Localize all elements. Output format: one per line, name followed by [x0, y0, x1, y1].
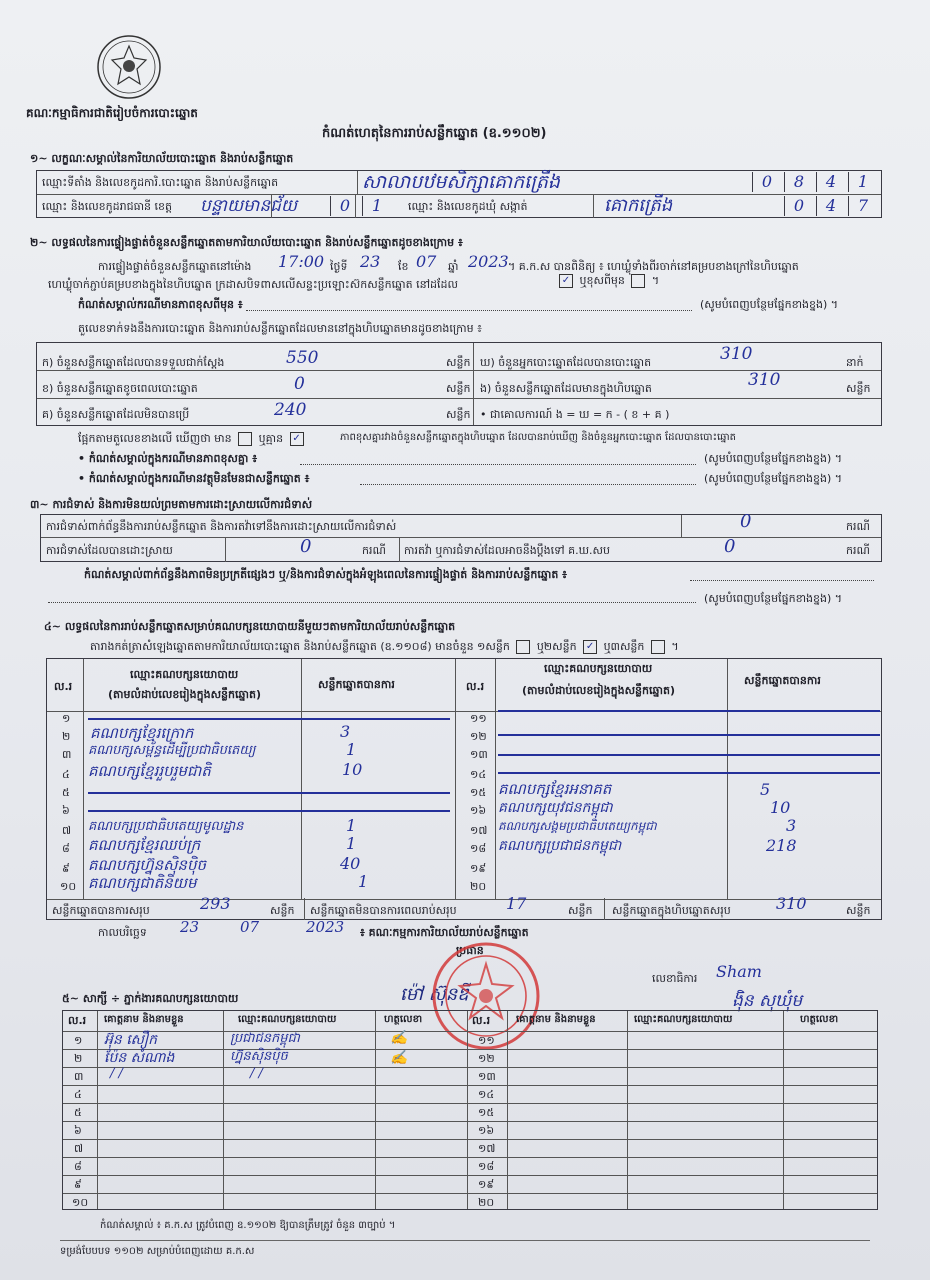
objection-r3-label: ការតវ៉ា ឬការជំទាស់ដែលអាចនឹងប្តឹងទៅ គ.ឃ.សប	[404, 544, 611, 557]
w-col-no-left: ល.រ	[68, 1014, 87, 1027]
objection-r3-value[interactable]: 0	[724, 536, 736, 557]
row-strike	[498, 772, 880, 774]
col-party-sub-left: (តាមលំដាប់លេខរៀងក្នុងសន្លឹកឆ្នោត)	[108, 688, 261, 701]
w-row-name[interactable]: ប៉ែន សំណាង	[104, 1050, 175, 1066]
footer-divider	[60, 1240, 870, 1241]
tally-intro-row: តារាងកត់ត្រាសំឡេងឆ្នោតតាមការិយាល័យបោះឆ្នោត និងរាប់សន្លឹកឆ្នោត (ឧ.១១០៨) មានចំនួន ១សន្លឹក ឬ២សន្លឹក ✓ ឬ៣សន្លឹក ។	[90, 640, 679, 653]
w-row-no: ១៩	[478, 1178, 495, 1191]
witness-table	[62, 1010, 878, 1210]
row-no: ១៧	[470, 824, 488, 837]
w-row-no: ១២	[478, 1052, 495, 1065]
col-votes-left: សន្លឹកឆ្នោតបានការ	[318, 678, 395, 691]
fig-c-value[interactable]: 240	[274, 400, 307, 420]
w-row-no: ៨	[74, 1160, 82, 1173]
verify-text-2: ។ គ.ក.ស បានពិនិត្យ ៖ ហេឃ្លុំទាំងពីរចាក់នៅគម្របខាងក្រៅនៃហិបឆ្នោត	[508, 260, 799, 273]
day-label: ថ្ងៃទី	[330, 260, 348, 273]
row-strike	[498, 754, 880, 756]
secretary-name: ង៉ិន សុឃុំម	[732, 991, 803, 1011]
w-col-no-right: ល.រ	[472, 1014, 491, 1027]
w-row-no: ១៤	[478, 1088, 495, 1101]
row-votes[interactable]: 3	[786, 816, 797, 835]
w-row-no: ១៥	[478, 1106, 495, 1119]
fill-hint-3: (សូមបំពេញបន្ថែមផ្នែកខាងខ្នង) ។	[704, 472, 843, 485]
fig-a-value[interactable]: 550	[286, 348, 319, 368]
seal-text: ហេឃ្លុំចាក់ភ្ជាប់គម្របខាងក្នុងនៃហិបឆ្នោត ក្រដាសបិទពាសលើសន្ទះប្រឡោះស៊កសន្លឹកឆ្នោត នៅដដែល	[48, 278, 458, 291]
check-row	[78, 432, 307, 446]
row-votes[interactable]: 5	[760, 780, 771, 799]
has-diff-checkbox[interactable]	[238, 432, 252, 446]
row-no: ៩	[62, 862, 70, 875]
sum-invalid-unit: សន្លឹក	[568, 904, 593, 917]
w-col-name-left: គោត្តនាម និងនាមខ្លួន	[104, 1014, 184, 1025]
no-diff-checkbox[interactable]: ✓	[290, 432, 304, 446]
row-no: ១១	[470, 712, 487, 725]
figures-intro: តួលេខទាក់ទងនឹងការបោះឆ្នោត និងការរាប់សន្លឹកឆ្នោតដែលមាននៅក្នុងហិបឆ្នោតមានដូចខាងក្រោម ៖	[78, 322, 482, 335]
fill-hint-2: (សូមបំពេញបន្ថែមផ្នែកខាងខ្នង) ។	[704, 452, 843, 465]
row-no: ១៦	[470, 804, 487, 817]
row-strike	[88, 810, 450, 812]
w-row-no: ១១	[478, 1034, 495, 1047]
row-party[interactable]: គណបក្សសង្គមប្រជាធិបតេយ្យកម្ពុជា	[498, 819, 657, 833]
diff-option-label: ឬខុសពីមុន	[579, 274, 625, 287]
date-month[interactable]: 07	[240, 918, 260, 936]
w-col-party-left: ឈ្មោះគណបក្សនយោបាយ	[238, 1014, 337, 1025]
w-row-no: ១០	[72, 1196, 89, 1209]
row-no: ១៨	[470, 842, 487, 855]
commune-code-digit[interactable]: 4	[816, 196, 845, 216]
row-party[interactable]: គណបក្សប្រជាធិបតេយ្យមូលដ្ឋាន	[88, 819, 244, 834]
row-votes[interactable]: 1	[346, 834, 357, 853]
one-sheet-checkbox[interactable]	[516, 640, 530, 654]
fill-hint: (សូមបំពេញបន្ថែមផ្នែកខាងខ្នង) ។	[700, 298, 839, 311]
note-b2: • កំណត់សម្គាល់ក្នុងករណីមានវត្ថុមិនមែនជាសន្លឹកឆ្នោត ៖	[78, 472, 310, 485]
col-no-right: ល.រ	[466, 680, 485, 693]
secretary-label: លេខាធិការ	[652, 972, 698, 985]
chair-label: ប្រធាន	[456, 944, 484, 957]
commune-code-digit[interactable]: 0	[784, 196, 813, 216]
row-strike	[88, 792, 450, 794]
month-label: ខែ	[398, 260, 409, 273]
date-day[interactable]: 23	[180, 918, 200, 936]
w-row-no: ១៧	[478, 1142, 496, 1155]
row-party[interactable]: គណបក្សខ្មែររួបរួមជាតិ	[88, 762, 211, 780]
same-checkbox[interactable]: ✓	[559, 274, 573, 288]
w-row-no: ៩	[74, 1178, 82, 1191]
sum-invalid-label: សន្លឹកឆ្នោតមិនបានការពេលរាប់សរុប	[310, 904, 457, 917]
w-row-no: ៥	[74, 1106, 82, 1119]
date-year[interactable]: 2023	[306, 918, 345, 936]
row-no: ១៣	[470, 748, 488, 761]
w-col-sig-right: ហត្ថលេខា	[800, 1014, 839, 1025]
w-row-no: ១៦	[478, 1124, 495, 1137]
section5-title: ៥~ សាក្សី ÷ ភ្នាក់ងារគណបក្សនយោបាយ	[62, 992, 239, 1005]
check-text: ផ្អែកតាមតួលេខខាងលើ ឃើញថា មាន	[78, 432, 232, 445]
w-row-sig[interactable]: ✍	[390, 1030, 408, 1046]
opt2-label: ឬ២សន្លឹក	[536, 640, 577, 653]
objection-r2-value[interactable]: 0	[300, 536, 312, 557]
sum-box-value[interactable]: 310	[776, 894, 807, 913]
col-party-right: ឈ្មោះគណបក្សនយោបាយ	[544, 662, 653, 675]
w-row-no: ២០	[478, 1196, 495, 1209]
fig-e-unit: សន្លឹក	[846, 382, 871, 395]
objection-r2-unit: ករណី	[362, 544, 386, 557]
committee-name: គណៈកម្មាធិការជាតិរៀបចំការបោះឆ្នោត	[26, 106, 198, 120]
commune-value[interactable]: គោកត្រើង	[604, 195, 673, 216]
objection-r1-unit: ករណី	[846, 520, 870, 533]
row-party[interactable]: គណបក្សហ្វ៊ុនស៊ិនប៉ិច	[88, 856, 206, 874]
objection-r1-label: ការជំទាស់ពាក់ព័ន្ធនឹងការរាប់សន្លឹកឆ្នោត និងការតវ៉ាទៅនឹងការដោះស្រាយលើការជំទាស់	[46, 520, 397, 533]
row-no: ១០	[60, 880, 77, 893]
sum-valid-value[interactable]: 293	[200, 894, 231, 913]
verify-year[interactable]: 2023	[468, 252, 509, 271]
chair-signature: ម៉ៅ ស៊ុនឌី	[400, 984, 469, 1005]
secretary-signature: Sham	[716, 962, 762, 981]
province-value[interactable]: បន្ទាយមានជ័យ	[200, 196, 298, 216]
verify-time[interactable]: 17:00	[278, 252, 325, 271]
fig-b-label: ខ) ចំនួនសន្លឹកឆ្នោតខូចពេលបោះឆ្នោត	[42, 382, 198, 395]
fig-d-unit: នាក់	[846, 356, 864, 369]
fig-b-unit: សន្លឹក	[446, 382, 471, 395]
fill-hint-4: (សូមបំពេញបន្ថែមផ្នែកខាងខ្នង) ។	[704, 592, 843, 605]
sum-box-label: សន្លឹកឆ្នោតក្នុងហិបឆ្នោតសរុប	[612, 904, 731, 917]
row-party[interactable]: គណបក្សខ្មែរឈប់ក្រ	[88, 836, 201, 854]
w-col-party-right: ឈ្មោះគណបក្សនយោបាយ	[634, 1014, 733, 1025]
verify-text-1: ការផ្ទៀងផ្ទាត់ចំនួនសន្លឹកឆ្នោតនៅម៉ោង	[98, 260, 252, 273]
objection-note-line-2[interactable]	[48, 602, 696, 603]
footnote: កំណត់សម្គាល់ ៖ គ.ក.ស ត្រូវបំពេញ ឧ.១១០២ ឱ្យបានត្រឹមត្រូវ ចំនួន ៣ច្បាប់ ។	[100, 1220, 396, 1231]
row-party[interactable]: គណបក្សសម្ព័ន្ធដើម្បីប្រជាធិបតេយ្យ	[88, 743, 256, 758]
note-diff-line[interactable]	[246, 310, 692, 311]
three-sheet-checkbox[interactable]	[651, 640, 665, 654]
station-code-digit[interactable]: 0	[752, 172, 781, 192]
row-no: ៤	[62, 768, 70, 781]
divider	[304, 898, 305, 920]
year-label: ឆ្នាំ	[448, 260, 459, 273]
fig-a-unit: សន្លឹក	[446, 356, 471, 369]
row-votes[interactable]: 218	[766, 836, 797, 855]
w-row-no: ៤	[74, 1088, 82, 1101]
note-b2-line[interactable]	[360, 484, 696, 485]
formula: • ជាគោលការណ៍ ង = ឃ = ក - ( ខ + គ )	[480, 408, 670, 421]
note-diff-label: កំណត់សម្គាល់ករណីមានភាពខុសពីមុន ៖	[78, 298, 243, 311]
row-no: ៨	[62, 842, 70, 855]
province-code-digit[interactable]: 1	[362, 196, 391, 216]
fig-c-label: គ) ចំនួនសន្លឹកឆ្នោតដែលមិនបានប្រើ	[42, 408, 190, 421]
w-row-no: ១៣	[478, 1070, 496, 1083]
w-row-party[interactable]: ហ្វ៊ុនស៊ិនប៉ិច	[230, 1049, 288, 1064]
station-code-digit[interactable]: 8	[784, 172, 813, 192]
diff-checkbox[interactable]	[631, 274, 645, 288]
sum-valid-label: សន្លឹកឆ្នោតបានការសរុប	[52, 904, 150, 917]
station-value[interactable]: សាលាបឋមសិក្សាគោកត្រើង	[362, 171, 560, 193]
two-sheet-checkbox[interactable]: ✓	[583, 640, 597, 654]
sum-valid-unit: សន្លឹក	[270, 904, 295, 917]
form-title: កំណត់ហេតុនៃការរាប់សន្លឹកឆ្នោត (ឧ.១១០២)	[322, 126, 547, 141]
w-row-no: ៦	[74, 1124, 82, 1137]
col-party-sub-right: (តាមលំដាប់លេខរៀងក្នុងសន្លឹកឆ្នោត)	[522, 684, 675, 697]
row-votes[interactable]: 1	[346, 816, 357, 835]
sum-box-unit: សន្លឹក	[846, 904, 871, 917]
fig-e-label: ង) ចំនួនសន្លឹកឆ្នោតដែលមានក្នុងហិបឆ្នោត	[480, 382, 652, 395]
section1-title: ១~ លក្ខណៈសម្គាល់នៃការិយាល័យបោះឆ្នោត និងរាប់សន្លឹកឆ្នោត	[30, 152, 294, 165]
section3-title: ៣~ ការជំទាស់ និងការមិនយល់ព្រមតាមការដោះស្រាយលើការជំទាស់	[30, 498, 313, 511]
commune-label: ឈ្មោះ និងលេខកូដឃុំ សង្កាត់	[408, 200, 528, 213]
w-row-no: ៧	[74, 1142, 84, 1155]
check-or: ឬគ្មាន	[258, 432, 284, 445]
section4-title: ៤~ លទ្ធផលនៃការរាប់សន្លឹកឆ្នោតសម្រាប់គណបក្សនយោបាយនីមួយៗតាមការិយាល័យរាប់សន្លឹកឆ្នោត	[44, 620, 456, 633]
objection-note-line-1[interactable]	[690, 580, 874, 581]
w-row-party[interactable]: ប្រជាជនកម្ពុជា	[230, 1031, 300, 1046]
row-party[interactable]: គណបក្សជាតិនិយម	[88, 874, 197, 892]
fig-c-unit: សន្លឹក	[446, 408, 471, 421]
row-votes[interactable]: 10	[342, 760, 363, 779]
note-b1: • កំណត់សម្គាល់ក្នុងករណីមានភាពខុសគ្នា ៖	[78, 452, 258, 465]
w-row-no: ២	[74, 1052, 83, 1065]
row-no: ៧	[62, 824, 72, 837]
col-votes-right: សន្លឹកឆ្នោតបានការ	[744, 674, 821, 687]
w-col-name-right: គោត្តនាម និងនាមខ្លួន	[516, 1014, 596, 1025]
row-party[interactable]: គណបក្សខ្មែរអនាគត	[498, 780, 612, 798]
row-party[interactable]: គណបក្សយុវជនកម្ពុជា	[498, 800, 613, 816]
section2-title: ២~ លទ្ធផលនៃការផ្ទៀងផ្ទាត់ចំនួនសន្លឹកឆ្នោតតាមការិយាល័យបោះឆ្នោត និងរាប់សន្លឹកឆ្នោតដូចខាងក្រោម ៖	[30, 236, 463, 249]
seal-options: ✓ ឬខុសពីមុន ។	[556, 274, 659, 288]
w-row-name[interactable]: អ៊ុន សឿក	[104, 1032, 158, 1048]
row-party[interactable]: គណបក្សខ្មែរក្រោក	[90, 724, 194, 742]
w-row-name[interactable]: / /	[110, 1066, 123, 1081]
national-election-committee-emblem-icon	[96, 34, 162, 100]
station-code-digit[interactable]: 1	[848, 172, 877, 192]
station-code-digit[interactable]: 4	[816, 172, 845, 192]
row-no: ១៤	[470, 768, 487, 781]
station-label: ឈ្មោះទីតាំង និងលេខកូដការិ.បោះឆ្នោត និងរាប់សន្លឹកឆ្នោត	[42, 176, 279, 189]
row-strike	[498, 734, 880, 736]
col-no-left: ល.រ	[54, 680, 73, 693]
verify-month[interactable]: 07	[416, 252, 437, 271]
fig-b-value[interactable]: 0	[294, 374, 305, 394]
tally-intro: តារាងកត់ត្រាសំឡេងឆ្នោតតាមការិយាល័យបោះឆ្នោត និងរាប់សន្លឹកឆ្នោត (ឧ.១១០៨) មានចំនួន ១សន្លឹក	[90, 640, 510, 653]
commune-code-digit[interactable]: 7	[848, 196, 877, 216]
opt3-label: ឬ៣សន្លឹក	[603, 640, 645, 653]
row-votes[interactable]: 40	[340, 854, 361, 873]
w-row-no: ១	[74, 1034, 83, 1047]
w-row-sig[interactable]: ✍	[390, 1050, 408, 1066]
province-code-digit[interactable]: 0	[330, 196, 359, 216]
row-votes[interactable]: 1	[346, 740, 357, 759]
province-label: ឈ្មោះ និងលេខកូដរាជធានី ខេត្ត	[42, 200, 172, 213]
row-no: ៥	[62, 786, 70, 799]
row-no: ៣	[62, 748, 72, 761]
row-votes[interactable]: 10	[770, 798, 791, 817]
row-party[interactable]: គណបក្សប្រជាជនកម្ពុជា	[498, 838, 622, 854]
check-tail: ភាពខុសគ្នារវាងចំនួនសន្លឹកឆ្នោតក្នុងហិបឆ្នោត ដែលបានរាប់ឃើញ និងចំនួនអ្នកបោះឆ្នោត ដែលបានបោះឆ្នោត	[340, 432, 737, 443]
footer-text: ទម្រង់បែបបទ ១១០២ សម្រាប់បំពេញដោយ គ.ក.ស	[60, 1246, 255, 1257]
fig-a-label: ក) ចំនួនសន្លឹកឆ្នោតដែលបានទទួលជាក់ស្តែង	[42, 356, 225, 369]
objection-r1-value[interactable]: 0	[740, 511, 752, 532]
note-b1-line[interactable]	[300, 464, 696, 465]
date-label: កាលបរិច្ឆេទ	[98, 926, 147, 939]
objection-note: កំណត់សម្គាល់ពាក់ព័ន្ធនឹងភាពមិនប្រក្រតីផ្សេងៗ ឬ/និងការជំទាស់ក្នុងអំឡុងពេលនៃការផ្ទៀងផ្ទាត់ និងការរាប់សន្លឹកឆ្នោត ៖	[84, 568, 568, 581]
row-no: ១៩	[470, 862, 487, 875]
fig-d-label: ឃ) ចំនួនអ្នកបោះឆ្នោតដែលបានបោះឆ្នោត	[480, 356, 652, 369]
row-no: ១៥	[470, 786, 487, 799]
w-row-party[interactable]: / /	[250, 1066, 263, 1081]
fig-d-value[interactable]: 310	[720, 344, 753, 364]
col-party-left: ឈ្មោះគណបក្សនយោបាយ	[130, 668, 239, 681]
signoff-label: ៖ គណៈកម្មការការិយាល័យរាប់សន្លឹកឆ្នោត	[360, 926, 529, 939]
fig-e-value[interactable]: 310	[748, 370, 781, 390]
w-row-no: ៣	[74, 1070, 84, 1083]
row-no: ២	[62, 730, 71, 743]
sum-invalid-value[interactable]: 17	[506, 894, 527, 913]
row-no: ១២	[470, 730, 487, 743]
row-no: ២០	[470, 880, 487, 893]
objection-r3-unit: ករណី	[846, 544, 870, 557]
row-votes[interactable]: 3	[340, 722, 351, 741]
row-strike	[88, 718, 450, 720]
row-votes[interactable]: 1	[358, 872, 369, 891]
w-row-no: ១៨	[478, 1160, 495, 1173]
row-no: ៦	[62, 804, 70, 817]
divider	[604, 898, 605, 920]
row-no: ១	[62, 712, 71, 725]
w-col-sig-left: ហត្ថលេខា	[384, 1014, 423, 1025]
verify-day[interactable]: 23	[360, 252, 381, 271]
objection-r2-label: ការជំទាស់ដែលបានដោះស្រាយ	[46, 544, 173, 557]
row-strike	[498, 710, 880, 712]
